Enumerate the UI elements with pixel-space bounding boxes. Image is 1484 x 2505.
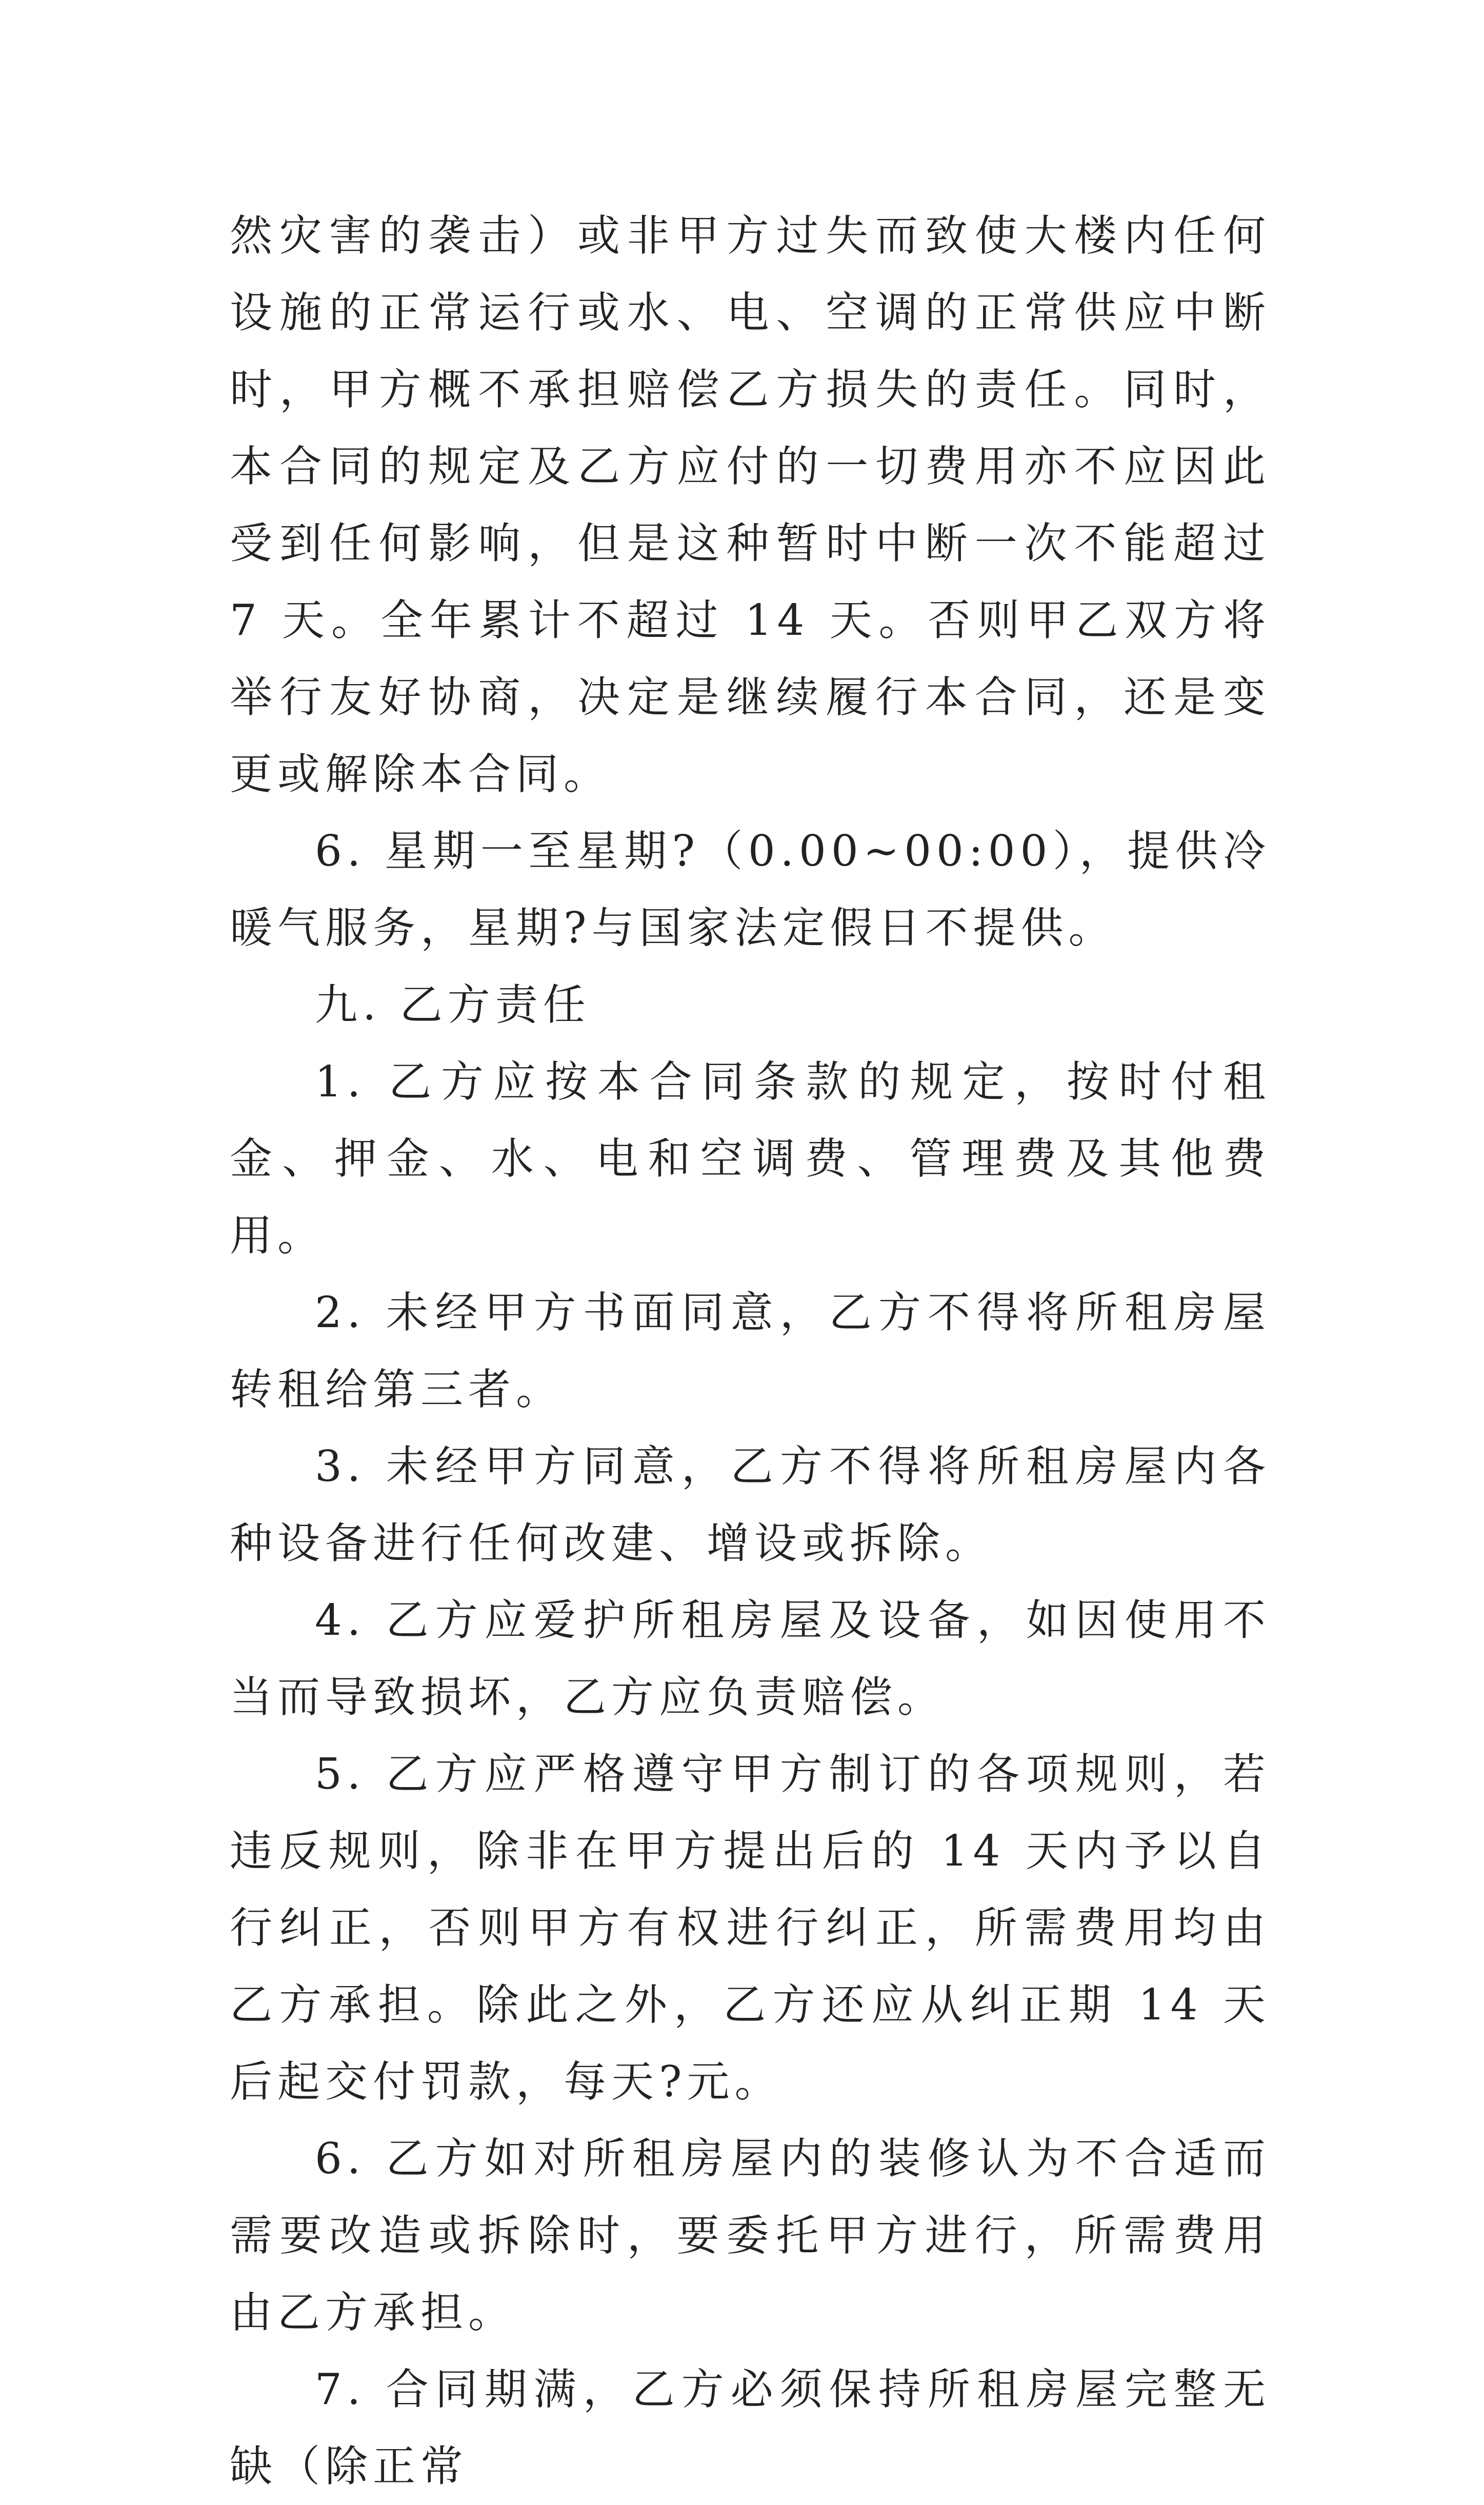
paragraph-heating-service-clause: 6. 星期一至星期?（0.00~00:00），提供冷暖气服务，星期?与国家法定假日不提供。 (230, 826, 1271, 953)
contract-text-body (230, 197, 1271, 2505)
paragraph-party-b-item-5: 5. 乙方应严格遵守甲方制订的各项规则，若违反规则，除非在甲方提出后的 14 天内予以自行纠正，否则甲方有权进行纠正，所需费用均由乙方承担。除此之外，乙方还应从纠正期 14 天后起交付罚款，每天?元。 (230, 1749, 1271, 2107)
paragraph-party-b-item-1: 1. 乙方应按本合同条款的规定，按时付租金、押金、水、电和空调费、管理费及其他费用。 (230, 1057, 1271, 1260)
paragraph-party-b-item-6: 6. 乙方如对所租房屋内的装修认为不合适而需要改造或拆除时，要委托甲方进行，所需费用由乙方承担。 (230, 2134, 1271, 2337)
paragraph-party-b-item-2: 2. 未经甲方书面同意，乙方不得将所租房屋转租给第三者。 (230, 1288, 1271, 1414)
paragraph-continued-clause: 然灾害的袭击）或非甲方过失而致使大楼内任何设施的正常运行或水、电、空调的正常供应中断时，甲方概不承担赔偿乙方损失的责任。同时，本合同的规定及乙方应付的一切费用亦不应因此受到任何影响，但是这种暂时中断一次不能超过 7 天。全年累计不超过 14 天。否则甲乙双方将举行友好协商，决定是继续履行本合同，还是变更或解除本合同。 (230, 211, 1271, 799)
section-heading-party-b-responsibilities: 九. 乙方责任 (315, 980, 591, 1030)
paragraph-party-b-item-7: 7. 合同期满，乙方必须保持所租房屋完整无缺（除正常 (230, 2364, 1271, 2491)
paragraph-party-b-item-3: 3. 未经甲方同意，乙方不得将所租房屋内各种设备进行任何改建、增设或拆除。 (230, 1441, 1271, 1568)
paragraph-party-b-item-4: 4. 乙方应爱护所租房屋及设备，如因使用不当而导致损坏，乙方应负责赔偿。 (230, 1595, 1271, 1722)
